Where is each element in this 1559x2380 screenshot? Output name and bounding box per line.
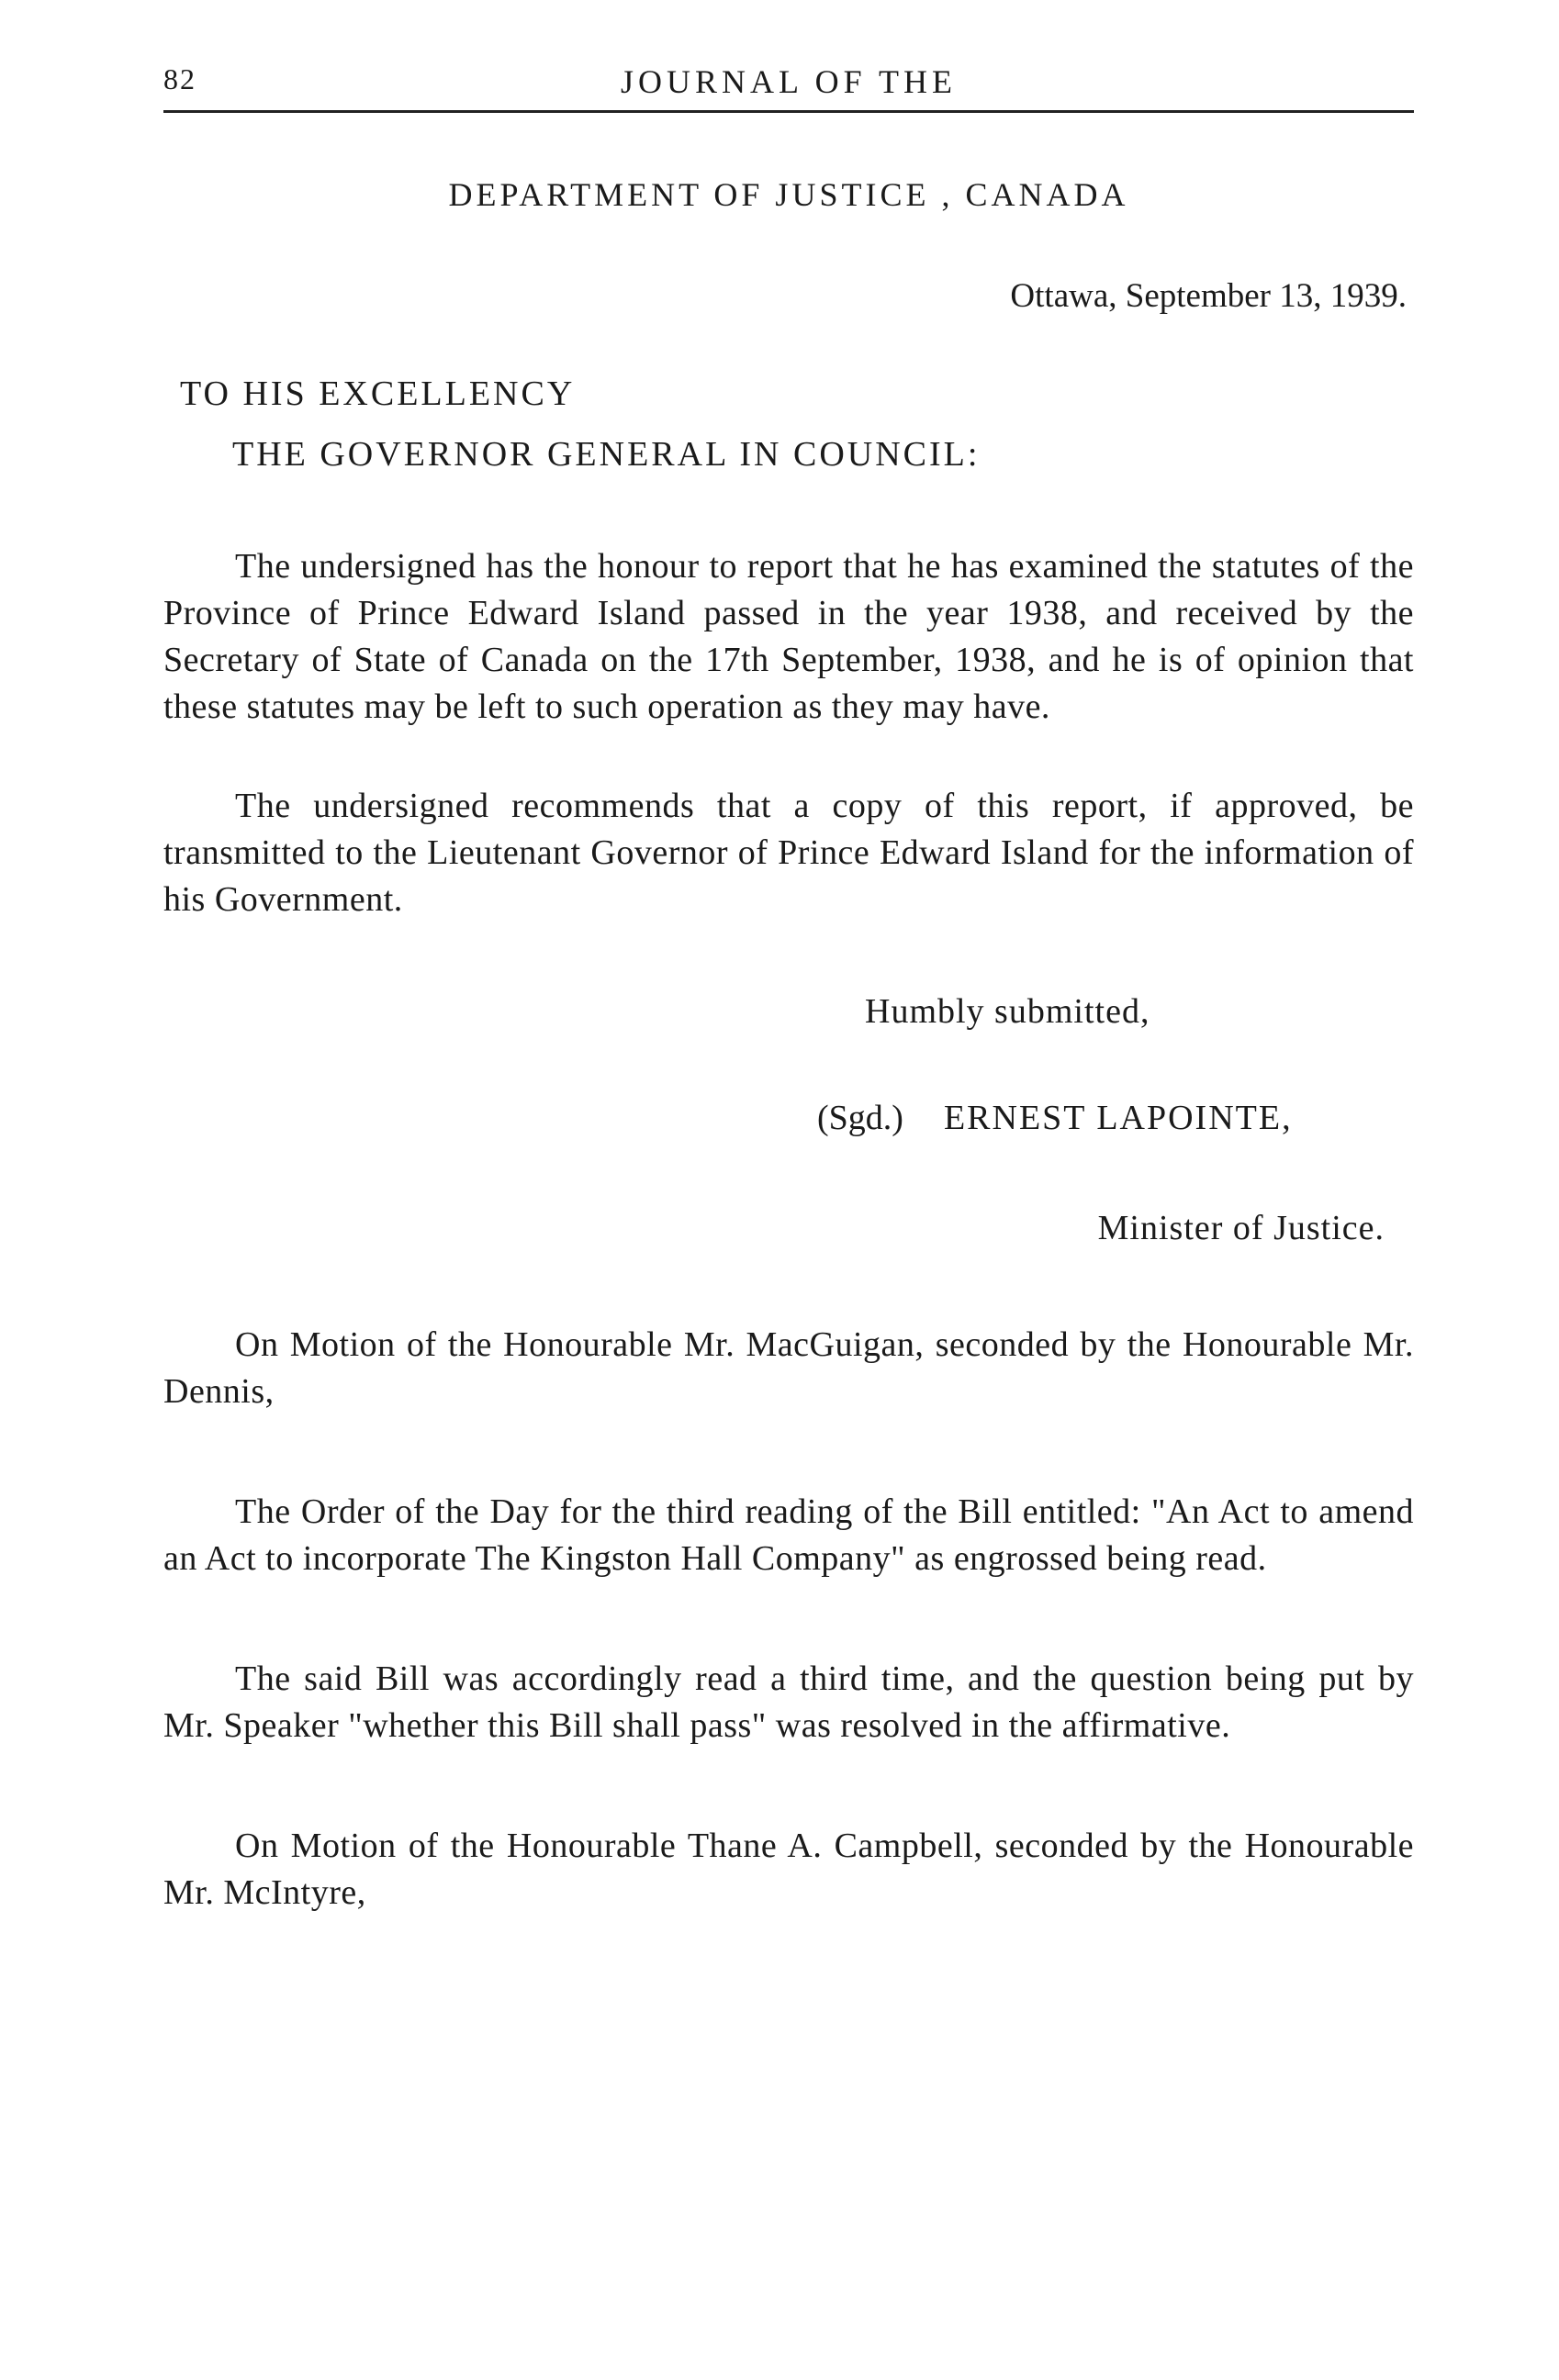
dateline: Ottawa, September 13, 1939.	[1010, 277, 1407, 315]
report-paragraph-2: The undersigned recommends that a copy of this report, if approved, be transmitted to the Lieutenant Governor of Prince Edward Island for the information of his Government.	[163, 787, 1414, 919]
journal-page	[163, 55, 1414, 1916]
signature-line	[163, 1098, 1414, 1138]
signatory-title: Minister of Justice.	[1097, 1209, 1385, 1247]
address-line-1: TO HIS EXCELLENCY	[180, 374, 576, 413]
department-heading: DEPARTMENT OF JUSTICE , CANADA	[448, 176, 1129, 213]
address-block	[163, 363, 1414, 485]
order-of-day-paragraph: The Order of the Day for the third reading of the Bill entitled: "An Act to amend an Act to incorporate The Kingston Hall Company" as engrossed being read.	[163, 1492, 1414, 1578]
motion-paragraph-1: On Motion of the Honourable Mr. MacGuigan, seconded by the Honourable Mr. Dennis,	[163, 1325, 1414, 1411]
running-head	[163, 55, 1414, 113]
bill-result-paragraph: The said Bill was accordingly read a third time, and the question being put by Mr. Speaker "whether this Bill shall pass" was resolved in the affirmative.	[163, 1659, 1414, 1745]
signatory-name: ERNEST LAPOINTE,	[943, 1099, 1293, 1137]
motion-paragraph-2: On Motion of the Honourable Thane A. Campbell, seconded by the Honourable Mr. McIntyre,	[163, 1827, 1414, 1912]
address-line-2: THE GOVERNOR GENERAL IN COUNCIL:	[232, 435, 981, 474]
journal-title: JOURNAL OF THE	[620, 63, 957, 100]
page-number: 82	[163, 62, 196, 95]
signed-mark: (Sgd.)	[817, 1099, 903, 1137]
closing-salutation: Humbly submitted,	[865, 992, 1150, 1031]
report-paragraph-1: The undersigned has the honour to report that he has examined the statutes of the Province of Prince Edward Island passed in the year 1938, and received by the Secretary of State of Canada on the 17th September, 1938, and he is of opinion that these statutes may be left to such operation as they may have.	[163, 547, 1414, 726]
